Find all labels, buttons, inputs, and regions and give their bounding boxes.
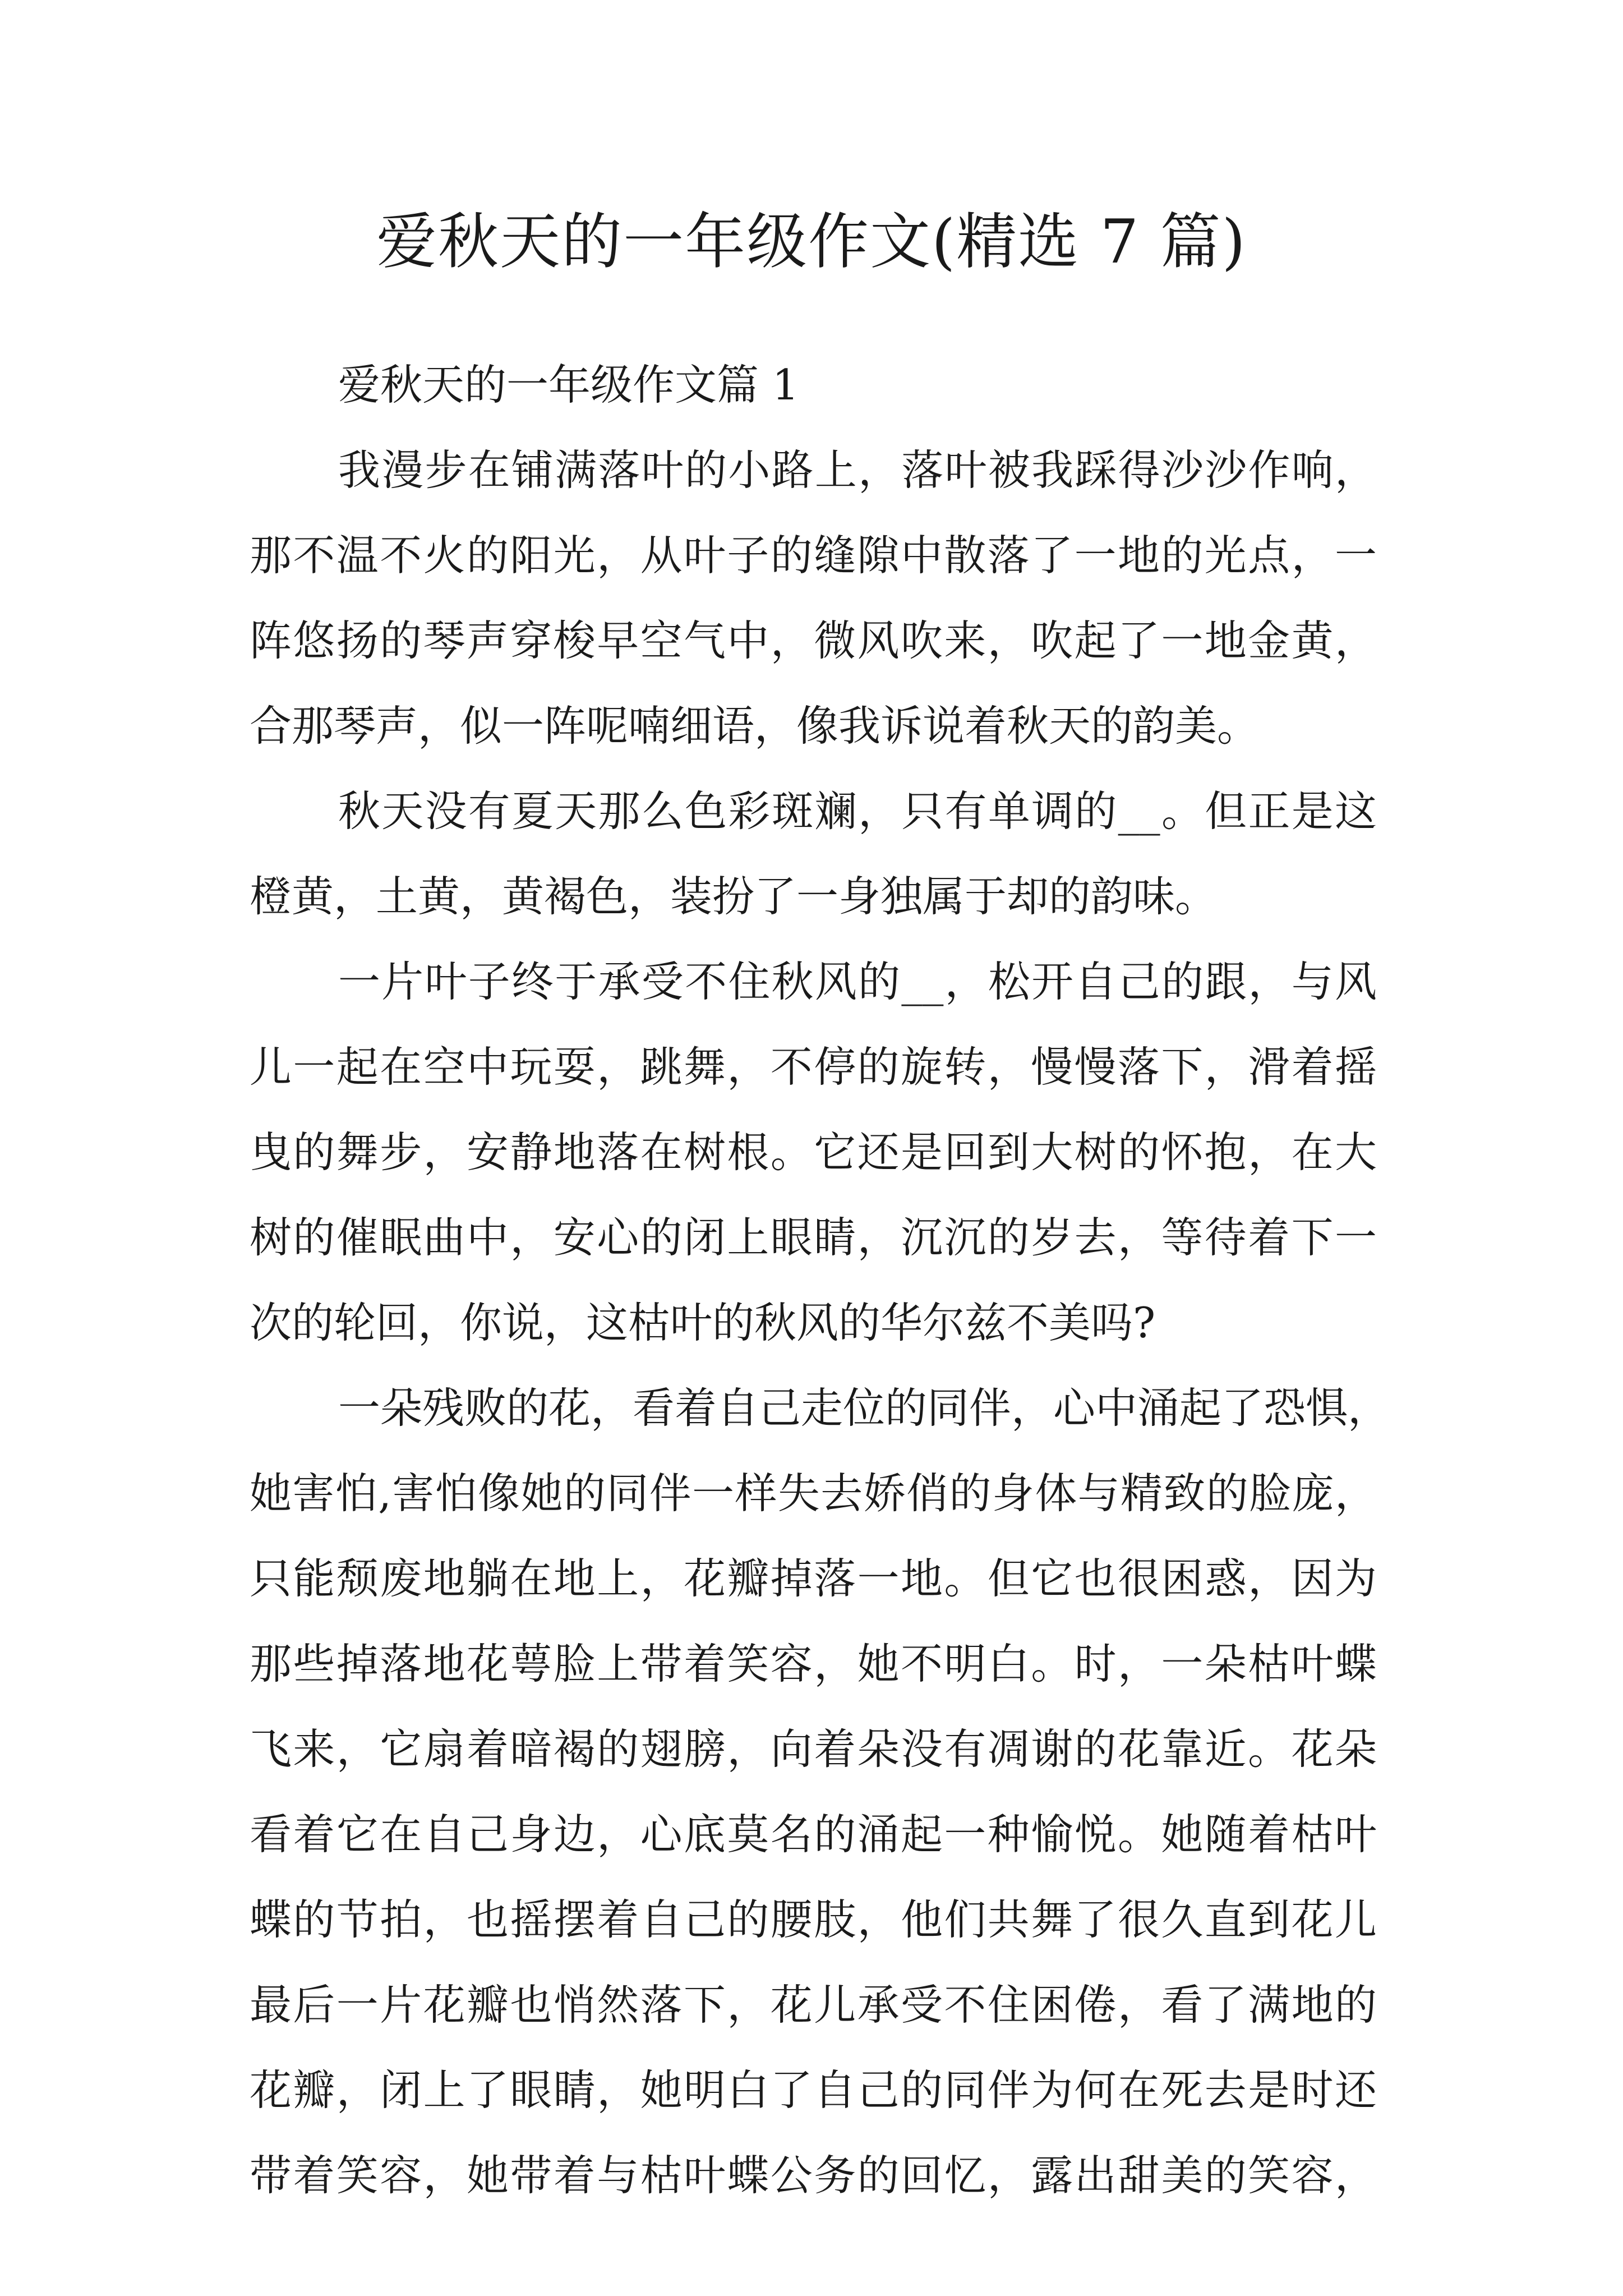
text-line: 一片叶子终于承受不住秋风的__，松开自己的跟，与风 (338, 957, 1377, 1006)
document-title: 爱秋天的一年级作文(精选 7 篇) (376, 207, 1247, 277)
paragraph-3 (250, 939, 1377, 1365)
text-line: 最后一片花瓣也悄然落下，花儿承受不住困倦，看了满地的 (250, 1980, 1377, 2030)
paragraph-1 (250, 427, 1377, 769)
text-line: 我漫步在铺满落叶的小路上，落叶被我踩得沙沙作响， (338, 445, 1377, 495)
section-heading: 爱秋天的一年级作文篇 1 (338, 360, 799, 409)
document-body (250, 342, 1390, 2218)
text-line: 她害怕,害怕像她的同伴一样失去娇俏的身体与精致的脸庞， (250, 1469, 1377, 1518)
text-line: 儿一起在空中玩耍，跳舞，不停的旋转，慢慢落下，滑着摇 (250, 1042, 1377, 1092)
text-line: 带着笑容，她带着与枯叶蝶公务的回忆，露出甜美的笑容， (250, 2151, 1377, 2200)
text-line: 橙黄，土黄，黄褐色，装扮了一身独属于却的韵味。 (250, 872, 1218, 921)
text-line: 那些掉落地花萼脸上带着笑容，她不明白。时，一朵枯叶蝶 (250, 1639, 1377, 1688)
text-line: 阵悠扬的琴声穿梭早空气中，微风吹来，吹起了一地金黄， (250, 616, 1377, 665)
paragraph-4 (250, 1365, 1390, 2218)
text-line: 合那琴声，似一阵呢喃细语，像我诉说着秋天的韵美。 (250, 701, 1260, 751)
paragraph-2 (250, 769, 1377, 939)
text-line: 飞来，它扇着暗褐的翅膀，向着朵没有凋谢的花靠近。花朵 (250, 1724, 1377, 1774)
text-line: 蝶的节拍，也摇摆着自己的腰肢，他们共舞了很久直到花儿 (250, 1895, 1377, 1944)
text-line: 一朵残败的花，看着自己走位的同伴，心中涌起了恐惧， (338, 1383, 1390, 1433)
text-line: 曳的舞步，安静地落在树根。它还是回到大树的怀抱，在大 (250, 1128, 1377, 1177)
text-line: 秋天没有夏天那么色彩斑斓，只有单调的__。但正是这 (338, 786, 1377, 836)
text-line: 花瓣，闭上了眼睛，她明白了自己的同伴为何在死去是时还 (250, 2065, 1377, 2115)
text-line: 次的轮回，你说，这枯叶的秋风的华尔兹不美吗? (250, 1298, 1156, 1347)
text-line: 只能颓废地躺在地上，花瓣掉落一地。但它也很困惑，因为 (250, 1554, 1377, 1603)
text-line: 那不温不火的阳光，从叶子的缝隙中散落了一地的光点，一 (250, 531, 1377, 580)
text-line: 树的催眠曲中，安心的闭上眼睛，沉沉的岁去，等待着下一 (250, 1213, 1377, 1262)
text-line: 看着它在自己身边，心底莫名的涌起一种愉悦。她随着枯叶 (250, 1810, 1377, 1859)
